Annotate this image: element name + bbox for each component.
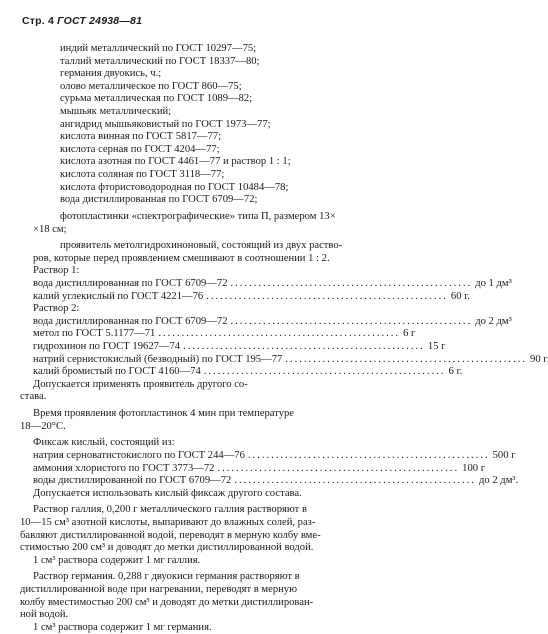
reagent-item: кислота соляная по ГОСТ 3118—77; [60,169,225,181]
document-body [0,43,548,634]
formula-row: вода дистиллированная по ГОСТ 6709—72 .................................................... до 2 дм³ [33,315,512,327]
page-number: Стр. 4 [22,15,55,27]
formula-row: калий бромистый по ГОСТ 4160—74 .................................................... 6 г. [33,366,463,378]
developer-line: проявитель метолгидрохиноновый, состоящий из двух раство- [60,240,343,252]
gallium-paragraph: Раствор галлия, 0,200 г металлического галлия растворяют в 10—15 см³ азотной кислоты, выпаривают до влажных солей, раз- бавляют дистиллированной водой, переводят в мерную колбу вме- стимостью 200 см³ и доводят до метки дистиллированной водой. 1 см³ раствора содержит 1 мг галлия. [20,504,321,566]
germanium-paragraph: Раствор германия. 0,288 г двуокиси германия растворяют в дистиллированной воде при нагревании, переводят в мерную колбу вместимостью 200 см³ и доводят до метки дистиллирован- ной водой. 1 см³ раствора содержит 1 мг германия. [20,571,314,633]
fixer-title: Фиксаж кислый, состоящий из: [33,437,175,449]
formula-row: натрий сернистокислый (безводный) по ГОСТ 195—77 .................................................... 90 г [33,353,548,365]
reagent-item: кислота винная по ГОСТ 5817—77; [60,131,222,143]
formula-row: аммония хлористого по ГОСТ 3773—72 .................................................... 100 г [33,462,486,474]
exposure-line: Время проявления фотопластинок 4 мин при температуре [33,408,294,420]
reagent-list [0,43,422,207]
reagent-item: таллий металлический по ГОСТ 18337—80; [60,55,260,67]
reagent-item: мышьяк металлический; [60,106,172,118]
formula-row: натрия серноватистокислого по ГОСТ 244—76 .................................................... 500 г [33,449,516,461]
developer-note: Допускается применять проявитель другого со- [33,378,248,390]
reagent-item: вода дистиллированная по ГОСТ 6709—72; [60,194,258,206]
fixer-note: Допускается использовать кислый фиксаж другого состава. [33,487,302,499]
exposure-line: 18—20°С. [20,420,66,432]
reagent-item: кислота серная по ГОСТ 4204—77; [60,143,220,155]
reagent-item: кислота фтористоводородная по ГОСТ 10484—78; [60,181,289,193]
reagent-item: ангидрид мышьяковистый по ГОСТ 1973—77; [60,118,271,130]
reagent-item: олово металлическое по ГОСТ 860—75; [60,80,242,92]
solution1-title: Раствор 1: [33,265,80,277]
plates-line: ×18 см; [33,223,67,235]
developer-line: ров, которые перед проявлением смешивают в соотношении 1 : 2. [33,252,330,264]
page-header [22,15,142,27]
reagent-item: германия двуокись, ч.; [60,68,162,80]
reagent-item: индий металлический по ГОСТ 10297—75; [60,43,257,54]
formula-row: гидрохинон по ГОСТ 19627—74 .................................................... 15 г [33,341,446,353]
formula-row: метол по ГОСТ 5.1177—71 .................................................... 6 г [33,328,416,340]
developer-note: става. [20,391,47,403]
plates-line: фотопластинки «спектрографические» типа П, размером 13× [60,210,336,222]
reagent-item: кислота азотная по ГОСТ 4461—77 и раствор 1 : 1; [60,156,291,168]
formula-row: вода дистиллированная по ГОСТ 6709—72 .................................................... до 1 дм³ [33,277,512,289]
solution2-title: Раствор 2: [33,303,80,315]
formula-row: калий углекислый по ГОСТ 4221—76 .................................................... 60 г. [33,290,470,302]
gost-number: ГОСТ 24938—81 [57,15,143,27]
reagent-item: сурьма металлическая по ГОСТ 1089—82; [60,93,253,105]
formula-row: воды дистиллированной по ГОСТ 6709—72 .................................................... до 2 дм³. [33,475,519,487]
